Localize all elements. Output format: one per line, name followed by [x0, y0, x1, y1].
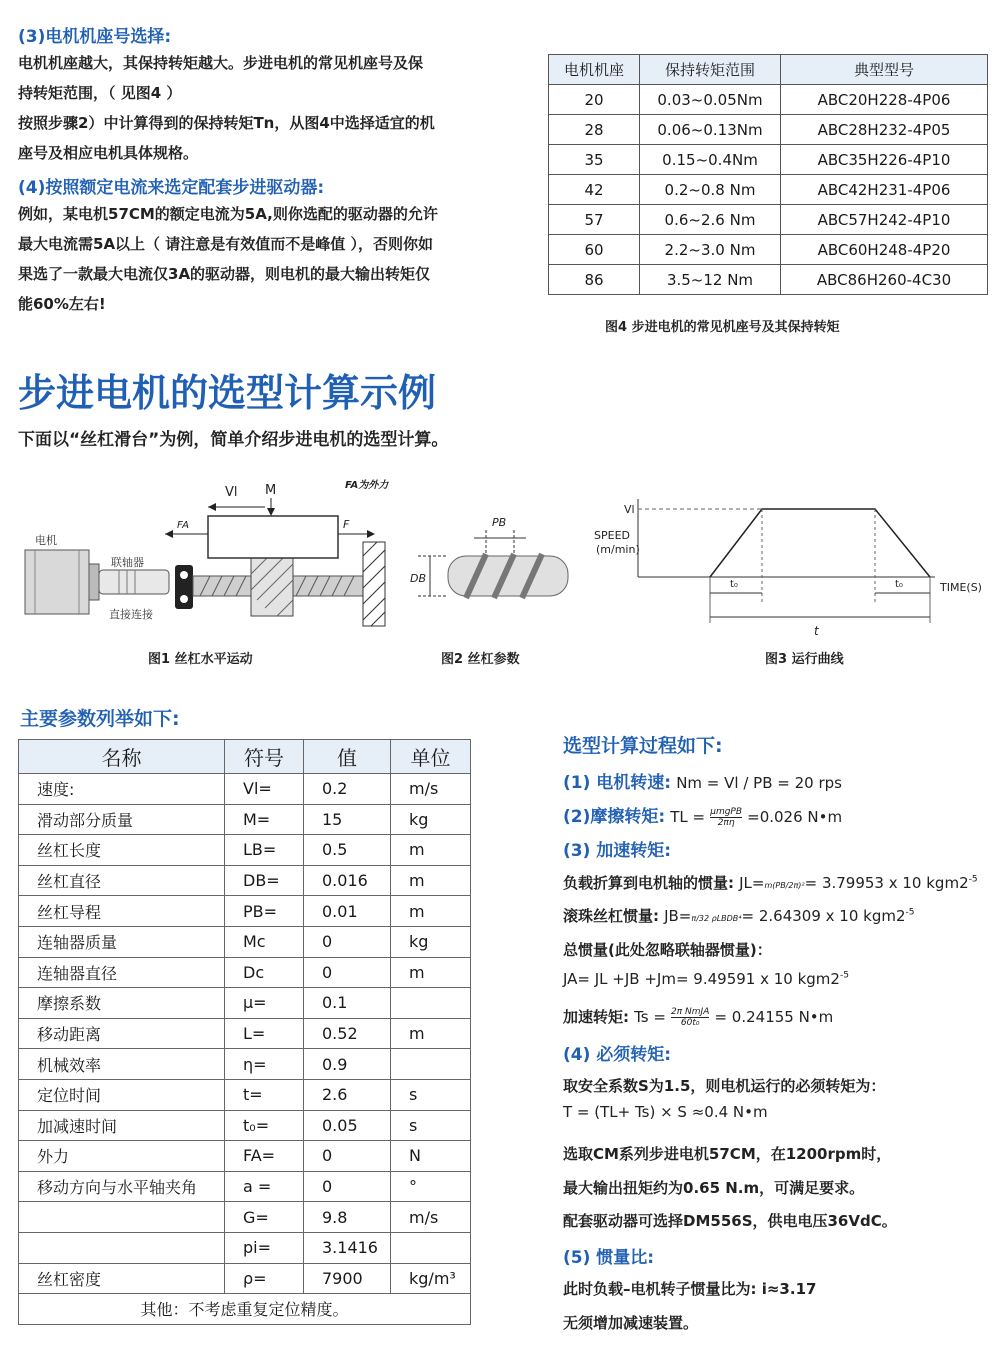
line-label: 滚珠丝杠惯量:: [563, 907, 659, 925]
cell: 35: [549, 145, 640, 175]
formula-prefix: JB=: [664, 907, 692, 925]
page-title: 步进电机的选型计算示例: [18, 371, 437, 415]
db-label: DB: [410, 572, 427, 585]
bearing-hole: [180, 571, 188, 579]
cell: s: [391, 1110, 471, 1141]
cell: 摩擦系数: [19, 988, 225, 1019]
section-heading-driver: (4)按照额定电流来选定配套步进驱动器:: [18, 178, 325, 198]
cell: 60: [549, 235, 640, 265]
table-row: [549, 175, 988, 205]
cell: 0.52: [304, 1018, 391, 1049]
cell: 丝杠密度: [19, 1263, 225, 1294]
text-line: 果选了一款最大电流仅3A的驱动器，则电机的最大输出转矩仅: [18, 265, 431, 283]
formula-result: =0.026 N•m: [747, 808, 843, 826]
figure1-screw-horizontal: [15, 470, 415, 645]
cell: ABC60H248-4P20: [781, 235, 988, 265]
cell: ABC20H228-4P06: [781, 85, 988, 115]
calc-step-5-line: 此时负载–电机转子惯量比为: i≈3.17: [563, 1280, 817, 1298]
cell: m: [391, 835, 471, 866]
table-row: [549, 115, 988, 145]
text-line: 座号及相应电机具体规格。: [18, 144, 199, 162]
frame-size-paragraph: [18, 48, 498, 168]
calc-load-inertia: [563, 872, 978, 893]
exponent: -5: [968, 874, 978, 885]
calc-step-2: [563, 802, 842, 828]
table-row: [19, 835, 471, 866]
text-line: 最大电流需5A以上（ 请注意是有效值而不是峰值 ），否则你如: [18, 235, 433, 253]
table-row: [19, 926, 471, 957]
bearing-hole: [180, 595, 188, 603]
table-row: [19, 1049, 471, 1080]
cell: μ=: [225, 988, 304, 1019]
figure2-caption: 图2 丝杠参数: [441, 652, 520, 667]
formula-fraction: [710, 807, 742, 828]
coupling: [99, 570, 169, 594]
text-line: 按照步骤2）中计算得到的保持转矩Tn，从图4中选择适宜的机: [18, 114, 435, 132]
torque-table: [548, 54, 988, 295]
cell: 连轴器直径: [19, 957, 225, 988]
line-label: 负载折算到电机轴的惯量:: [563, 874, 734, 892]
cell: 0.1: [304, 988, 391, 1019]
cell: G=: [225, 1202, 304, 1233]
table-row: [549, 265, 988, 295]
cell: N: [391, 1141, 471, 1172]
calc-step-5-label: (5) 惯量比:: [563, 1248, 655, 1268]
speed-label: SPEED: [594, 529, 630, 542]
cell: 9.8: [304, 1202, 391, 1233]
cell: 0.2~0.8 Nm: [640, 175, 781, 205]
figure3-motion-curve: [590, 495, 995, 645]
figure1-caption: 图1 丝杠水平运动: [148, 652, 253, 667]
formula-prefix: TL =: [670, 808, 706, 826]
cell: 丝杠导程: [19, 896, 225, 927]
cell: 外力: [19, 1141, 225, 1172]
column-header: 电机机座: [549, 55, 640, 85]
cell: 15: [304, 804, 391, 835]
cell: kg: [391, 804, 471, 835]
cell: 42: [549, 175, 640, 205]
cell: 机械效率: [19, 1049, 225, 1080]
cell: [19, 1202, 225, 1233]
cell: s: [391, 1079, 471, 1110]
table-row: [19, 1079, 471, 1110]
cell: [391, 1049, 471, 1080]
cell: t=: [225, 1079, 304, 1110]
f-label: F: [343, 518, 350, 531]
formula-fraction: [671, 1007, 709, 1028]
cell: 0.016: [304, 865, 391, 896]
text-line: 持转矩范围，（ 见图4 ）: [18, 84, 182, 102]
t0-label: t₀: [730, 579, 738, 590]
cell: DB=: [225, 865, 304, 896]
speed-unit-label: (m/min): [596, 543, 640, 556]
fa-label: FA: [177, 520, 190, 531]
table-row: [19, 804, 471, 835]
cell: [391, 988, 471, 1019]
f-arrow-head: [367, 530, 375, 538]
cell: 0: [304, 957, 391, 988]
motor-flange: [89, 564, 99, 600]
params-table: [18, 739, 471, 1325]
fraction-numerator: μmgPB: [710, 807, 743, 817]
mass-arrow-head: [267, 508, 275, 516]
calc-step-4-line: 取安全系数S为1.5，则电机运行的必须转矩为：: [563, 1077, 886, 1095]
table-footer-note: 其他：不考虑重复定位精度。: [19, 1294, 471, 1325]
cell: ABC42H231-4P06: [781, 175, 988, 205]
cell: 0.01: [304, 896, 391, 927]
table-row: [19, 1110, 471, 1141]
cell: [19, 1232, 225, 1263]
cell: m/s: [391, 774, 471, 805]
cell: m: [391, 865, 471, 896]
velocity-arrow-head: [208, 503, 216, 511]
calc-step-4-line: 配套驱动器可选择DM556S，供电电压36VdC。: [563, 1212, 897, 1230]
text-line: 能60%左右!: [18, 295, 106, 313]
driver-paragraph: [18, 199, 498, 319]
column-header: 符号: [225, 740, 304, 774]
cell: a =: [225, 1171, 304, 1202]
cell: Vl=: [225, 774, 304, 805]
formula-small: m(PB/2π)²: [764, 881, 805, 890]
cell: 0.03~0.05Nm: [640, 85, 781, 115]
m-label: M: [265, 483, 277, 498]
formula-prefix: Ts =: [634, 1008, 666, 1026]
formula: JA= JL +JB +Jm= 9.49591 x 10 kgm2: [563, 970, 840, 988]
table-row: [19, 1018, 471, 1049]
calc-step-4-line: 最大输出扭矩约为0.65 N.m，可满足要求。: [563, 1179, 865, 1197]
cell: 丝杠长度: [19, 835, 225, 866]
fa-arrow-head: [165, 530, 173, 538]
section-heading-frame-size: (3)电机机座号选择:: [18, 27, 172, 47]
table-row: [19, 1263, 471, 1294]
column-header: 值: [304, 740, 391, 774]
table-row: [19, 1202, 471, 1233]
coupling-label: 联轴器: [111, 556, 144, 569]
cell: 0.6~2.6 Nm: [640, 205, 781, 235]
cell: °: [391, 1171, 471, 1202]
cell: m: [391, 957, 471, 988]
cell: 0.05: [304, 1110, 391, 1141]
formula-small: π/32 ρLBDB⁴: [691, 914, 742, 923]
external-force-note: FA为外力: [345, 480, 389, 491]
fraction-numerator: 2π NmJA: [671, 1007, 710, 1017]
cell: 57: [549, 205, 640, 235]
table-row: [549, 235, 988, 265]
time-label: TIME(S): [940, 581, 982, 594]
exponent: -5: [905, 907, 915, 918]
cell: pi=: [225, 1232, 304, 1263]
table-row: [19, 1232, 471, 1263]
cell: L=: [225, 1018, 304, 1049]
cell: 移动距离: [19, 1018, 225, 1049]
cell: t₀=: [225, 1110, 304, 1141]
cell: [391, 1232, 471, 1263]
cell: 3.5~12 Nm: [640, 265, 781, 295]
table-row: [19, 957, 471, 988]
cell: ABC28H232-4P05: [781, 115, 988, 145]
cell: 0.9: [304, 1049, 391, 1080]
cell: 3.1416: [304, 1232, 391, 1263]
calc-step-1: [563, 768, 842, 793]
line-label: 加速转矩:: [563, 1008, 629, 1026]
page-subtitle: 下面以“丝杠滑台”为例，简单介绍步进电机的选型计算。: [18, 430, 449, 450]
table-header-row: [549, 55, 988, 85]
table-row: [549, 205, 988, 235]
t0-label: t₀: [895, 579, 903, 590]
cell: M=: [225, 804, 304, 835]
step-label: (1) 电机转速:: [563, 773, 672, 793]
calc-title: 选型计算过程如下:: [563, 735, 723, 757]
table-row: [19, 865, 471, 896]
formula-result: = 3.79953 x 10 kgm2: [804, 874, 969, 892]
vl-label: Vl: [624, 503, 635, 516]
cell: FA=: [225, 1141, 304, 1172]
cell: 0: [304, 1171, 391, 1202]
formula-result: = 2.64309 x 10 kgm2: [741, 907, 906, 925]
cell: PB=: [225, 896, 304, 927]
cell: 0: [304, 1141, 391, 1172]
t-label: t: [814, 624, 819, 638]
cell: 0.15~0.4Nm: [640, 145, 781, 175]
exponent: -5: [839, 970, 849, 981]
cell: Dc: [225, 957, 304, 988]
params-title: 主要参数列举如下:: [20, 708, 180, 730]
calc-screw-inertia: [563, 905, 915, 926]
cell: 2.2~3.0 Nm: [640, 235, 781, 265]
figure4-caption: 图4 步进电机的常见机座号及其保持转矩: [605, 320, 840, 335]
direct-connect-label: 直接连接: [109, 608, 153, 621]
column-header: 名称: [19, 740, 225, 774]
cell: 连轴器质量: [19, 926, 225, 957]
cell: ρ=: [225, 1263, 304, 1294]
cell: Mc: [225, 926, 304, 957]
fraction-denominator: 2πη: [717, 818, 735, 828]
cell: 20: [549, 85, 640, 115]
calc-acc-torque: [563, 1006, 833, 1028]
table-footer-row: [19, 1294, 471, 1325]
cell: kg: [391, 926, 471, 957]
cell: ABC57H242-4P10: [781, 205, 988, 235]
cell: m: [391, 896, 471, 927]
speed-profile-line: [710, 509, 930, 577]
calc-total-inertia-label: 总惯量(此处忽略联轴器惯量)：: [563, 941, 772, 959]
step-label: (2)摩擦转矩:: [563, 807, 666, 827]
cell: 移动方向与水平轴夹角: [19, 1171, 225, 1202]
cell: 86: [549, 265, 640, 295]
column-header: 典型型号: [781, 55, 988, 85]
cell: η=: [225, 1049, 304, 1080]
cell: 0: [304, 926, 391, 957]
calc-step-5-line: 无须增加减速装置。: [563, 1314, 699, 1332]
text-line: 例如，某电机57CM的额定电流为5A,则你选配的驱动器的允许: [18, 205, 438, 223]
cell: m: [391, 1018, 471, 1049]
calc-step-4-line: 选取CM系列步进电机57CM，在1200rpm时，: [563, 1145, 892, 1163]
calc-total-inertia: [563, 969, 849, 988]
calc-step-4-label: (4) 必须转矩:: [563, 1045, 672, 1065]
cell: 0.5: [304, 835, 391, 866]
formula-result: = 0.24155 N•m: [714, 1008, 834, 1026]
step-formula: Nm = Vl / PB = 20 rps: [676, 774, 842, 792]
cell: m/s: [391, 1202, 471, 1233]
slider-table: [208, 516, 338, 558]
cell: ABC35H226-4P10: [781, 145, 988, 175]
cell: LB=: [225, 835, 304, 866]
column-header: 保持转矩范围: [640, 55, 781, 85]
fraction-denominator: 60t₀: [680, 1018, 700, 1028]
motor-label: 电机: [35, 534, 57, 547]
calc-step-3-label: (3) 加速转矩:: [563, 841, 672, 861]
table-row: [19, 896, 471, 927]
table-row: [549, 85, 988, 115]
table-row: [549, 145, 988, 175]
cell: 丝杠直径: [19, 865, 225, 896]
cell: 滑动部分质量: [19, 804, 225, 835]
figure3-caption: 图3 运行曲线: [765, 652, 844, 667]
table-row: [19, 988, 471, 1019]
vl-label: Vl: [225, 485, 238, 500]
table-row: [19, 1171, 471, 1202]
cell: 定位时间: [19, 1079, 225, 1110]
text-line: 电机机座越大，其保持转矩越大。步进电机的常见机座号及保: [18, 54, 424, 72]
table-row: [19, 1141, 471, 1172]
cell: 0.2: [304, 774, 391, 805]
figure2-screw-params: [408, 510, 578, 630]
cell: 0.06~0.13Nm: [640, 115, 781, 145]
cell: 2.6: [304, 1079, 391, 1110]
cell: ABC86H260-4C30: [781, 265, 988, 295]
cell: 加减速时间: [19, 1110, 225, 1141]
cell: 速度:: [19, 774, 225, 805]
table-header-row: [19, 740, 471, 774]
column-header: 单位: [391, 740, 471, 774]
table-row: [19, 774, 471, 805]
cell: kg/m³: [391, 1263, 471, 1294]
pb-label: PB: [492, 516, 507, 529]
calc-step-4-formula: T = (TL+ Ts) × S ≈0.4 N•m: [563, 1103, 768, 1121]
cell: 28: [549, 115, 640, 145]
cell: 7900: [304, 1263, 391, 1294]
formula-prefix: JL=: [739, 874, 765, 892]
